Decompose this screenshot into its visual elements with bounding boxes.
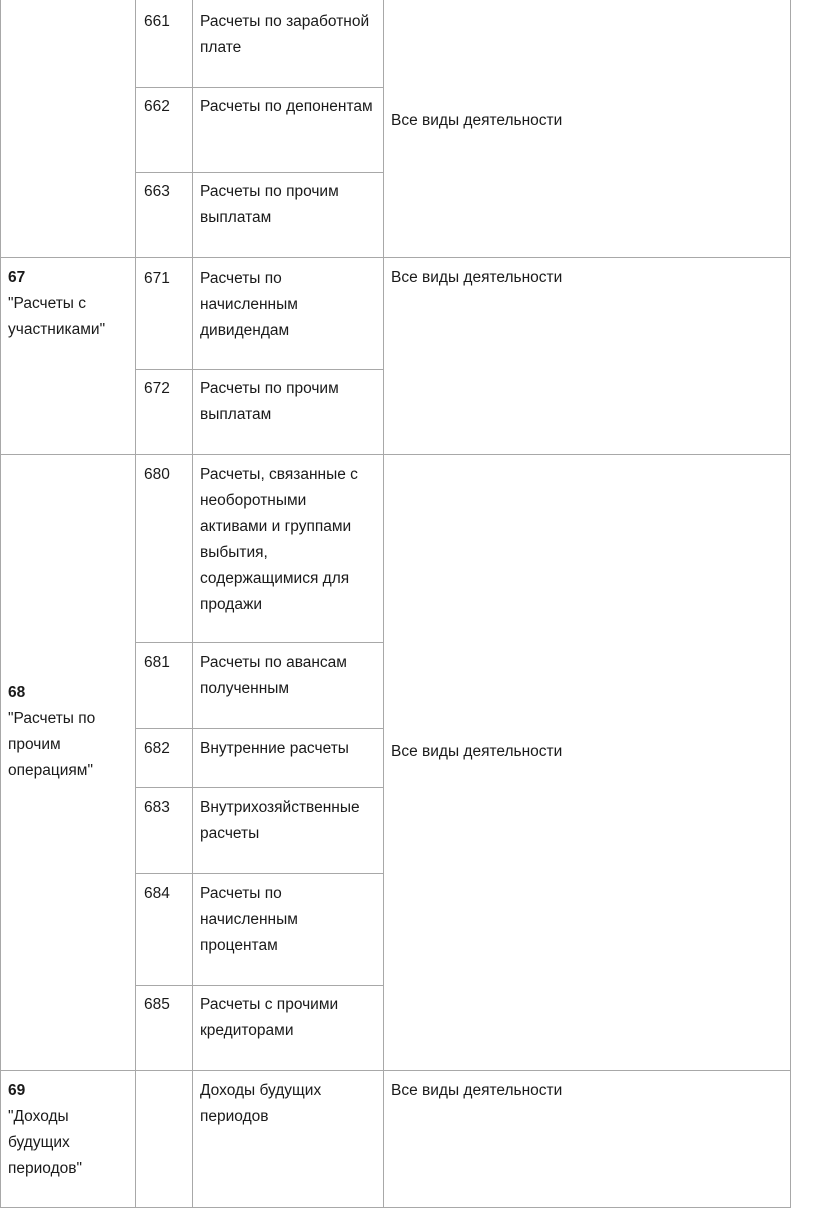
account-cell [0,1070,134,1182]
subaccount-code: 684 [144,885,170,902]
account-title: "Доходы будущих периодов" [8,1108,82,1177]
account-title: "Расчеты по прочим операциям" [8,710,96,779]
subaccount-name: Расчеты по начисленным дивидендам [200,270,298,339]
subaccount-code: 662 [144,98,170,115]
subaccount-code: 663 [144,183,170,200]
subaccount-name: Внутрихозяйственные расчеты [200,799,360,842]
account-number: 68 [8,684,26,701]
account-number: 69 [8,1082,26,1099]
activity-cell: Все виды деятельности [391,112,563,129]
subaccount-code: 671 [144,270,170,287]
activity-cell: Все виды деятельности [391,743,563,760]
subaccount-name: Внутренние расчеты [200,740,349,757]
subaccount-code: 680 [144,466,170,483]
subaccount-code: 661 [144,13,170,30]
subaccount-code: 672 [144,380,170,397]
subaccount-code: 681 [144,654,170,671]
subaccount-name: Расчеты, связанные с необоротными активами и группами выбытия, содержащимися для продажи [200,466,358,613]
subaccount-name: Доходы будущих периодов [200,1082,322,1125]
group-divider [0,454,791,455]
subaccount-name: Расчеты по депонентам [200,98,373,115]
subaccount-code: 682 [144,740,170,757]
account-cell [0,257,134,343]
subaccount-code: 685 [144,996,170,1013]
account-cell [0,672,134,784]
subaccount-name: Расчеты по прочим выплатам [200,183,339,226]
subaccount-name: Расчеты по начисленным процентам [200,885,298,954]
column-divider-activity [383,0,384,1208]
subaccount-name: Расчеты по прочим выплатам [200,380,339,423]
table-border-right [790,0,791,1208]
subaccount-name: Расчеты по заработной плате [200,13,370,56]
subaccount-code: 683 [144,799,170,816]
activity-cell: Все виды деятельности [391,1082,563,1099]
account-number: 67 [8,269,26,286]
activity-cell: Все виды деятельности [391,269,563,286]
account-title: "Расчеты с участниками" [8,295,106,338]
table-border-left [0,0,1,1208]
subaccount-name: Расчеты с прочими кредиторами [200,996,339,1039]
subaccount-name: Расчеты по авансам полученным [200,654,347,697]
table-border-bottom [0,1207,791,1208]
